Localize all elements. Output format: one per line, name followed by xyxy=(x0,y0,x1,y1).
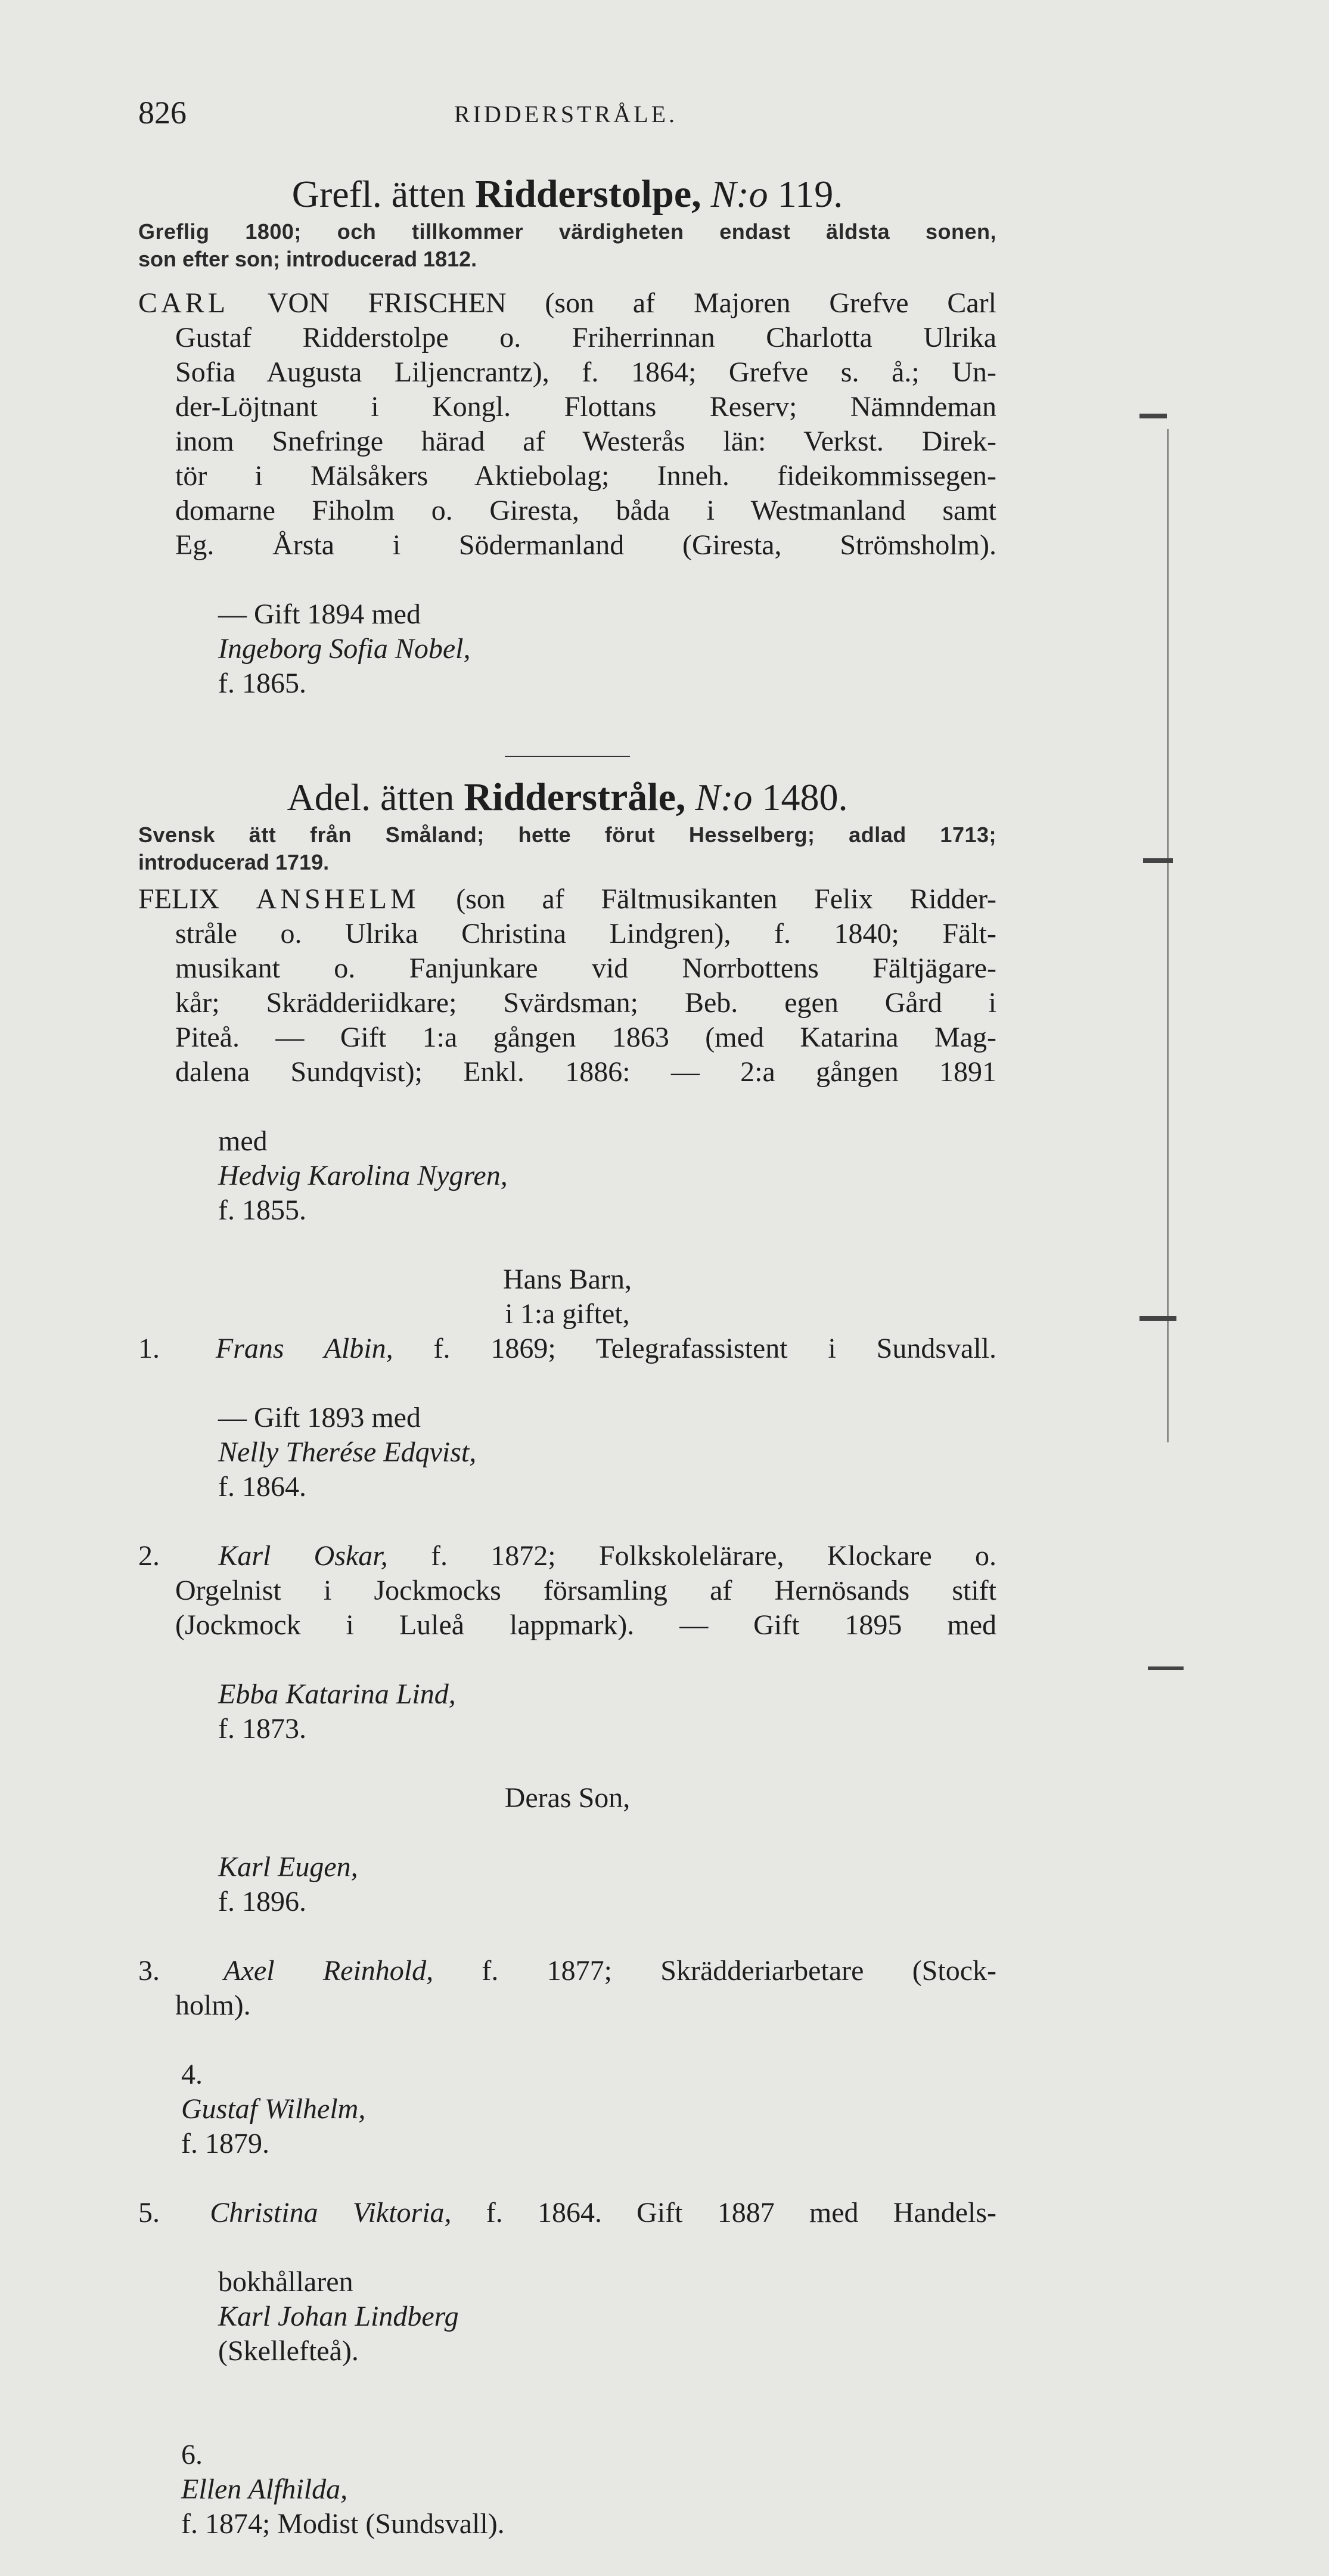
child-body-line xyxy=(138,2230,996,2403)
children-subheading: i 1:a giftet, xyxy=(505,1298,630,1330)
marriage-prefix: med xyxy=(218,1125,268,1157)
child5-prefix: bokhållaren xyxy=(218,2266,353,2298)
body-line: Piteå. — Gift 1:a gången 1863 (med Katarina Mag- xyxy=(175,1022,996,1053)
family-description-line: Greflig 1800; och tillkommer värdigheten endast äldsta sonen, xyxy=(138,219,996,244)
child-name: Karl Oskar, xyxy=(218,1540,388,1572)
child-entry xyxy=(138,2403,996,2576)
body-line: Eg. Årsta i Södermanland (Giresta, Strömsholm). xyxy=(175,529,996,561)
children-heading: Hans Barn, xyxy=(503,1264,632,1295)
person-second-name: ANSHELM xyxy=(256,883,420,915)
body-line: dalena Sundqvist); Enkl. 1886: — 2:a gången 1891 xyxy=(175,1056,996,1088)
child-spouse-line xyxy=(138,1643,996,1781)
marriage-suffix: f. 1865. xyxy=(218,668,306,699)
body-line: tör i Mälsåkers Aktiebolag; Inneh. fideikommissegen- xyxy=(175,460,996,492)
child-entry xyxy=(138,1332,996,1366)
title-prefix: Grefl. ätten xyxy=(291,173,466,215)
margin-mark xyxy=(1139,1316,1176,1321)
page-content xyxy=(138,167,996,2576)
child-text: f. 1864. Gift 1887 med Handels- xyxy=(486,2197,997,2229)
family-number: 119. xyxy=(777,173,843,215)
child-name: Axel Reinhold, xyxy=(223,1955,434,1987)
margin-mark xyxy=(1148,1666,1184,1670)
child-number: 5. xyxy=(138,2197,160,2229)
body-line: der-Löjtnant i Kongl. Flottans Reserv; Nämndeman xyxy=(175,391,996,423)
child-entry xyxy=(138,2023,996,2196)
child-number: 6. xyxy=(181,2439,203,2471)
spouse-name: Ebba Katarina Lind, xyxy=(218,1678,456,1710)
child-body-line: Orgelnist i Jockmocks församling af Hernösands stift xyxy=(175,1575,996,1606)
child-number: 3. xyxy=(138,1955,160,1987)
marriage-line xyxy=(138,1090,996,1262)
body-line: stråle o. Ulrika Christina Lindgren), f. 1840; Fält- xyxy=(175,918,996,949)
body-line: Gustaf Ridderstolpe o. Friherrinnan Charlotta Ulrika xyxy=(175,322,996,353)
family-name: Ridderstråle, xyxy=(464,775,686,819)
child-text: f. 1872; Folkskolelärare, Klockare o. xyxy=(430,1540,997,1572)
body-line: Sofia Augusta Liljencrantz), f. 1864; Grefve s. å.; Un- xyxy=(175,356,996,388)
child-name: Christina Viktoria, xyxy=(210,2197,452,2229)
person-von: VON xyxy=(267,287,330,319)
spouse-name: Hedvig Karolina Nygren, xyxy=(218,1160,508,1191)
person-line xyxy=(138,882,996,917)
family-description-line: Svensk ätt från Småland; hette förut Hesselberg; adlad 1713; xyxy=(138,823,996,847)
body-text: (son af Fältmusikanten Felix Ridder- xyxy=(456,883,996,915)
margin-mark xyxy=(1139,414,1167,418)
marriage-line xyxy=(138,563,996,735)
child-number: 2. xyxy=(138,1540,160,1572)
child-entry xyxy=(138,1539,996,1573)
entry-title-ridderstrale xyxy=(138,774,996,821)
title-prefix: Adel. ätten xyxy=(287,776,455,818)
number-label: N:o xyxy=(695,776,753,818)
grandchild-name: Karl Eugen, xyxy=(218,1851,358,1883)
child-text: f. 1879. xyxy=(181,2128,269,2159)
child-entry xyxy=(138,2196,996,2230)
running-title: RIDDERSTRÅLE. xyxy=(454,101,678,128)
page-header xyxy=(138,94,1002,136)
child-body-line: (Jockmock i Luleå lappmark). — Gift 1895 med xyxy=(175,1609,996,1641)
child-text: f. 1869; Telegrafassistent i Sundsvall. xyxy=(433,1333,997,1364)
family-name: Ridderstolpe, xyxy=(475,172,701,216)
grandchildren-heading: Deras Son, xyxy=(504,1782,631,1814)
body-line: inom Snefringe härad af Westerås län: Verkst. Direk- xyxy=(175,426,996,457)
body-text: (son af Majoren Grefve Carl xyxy=(545,287,996,319)
spouse-name: Nelly Therése Edqvist, xyxy=(218,1436,477,1468)
child-entry xyxy=(138,1954,996,1988)
child-marriage-line xyxy=(138,1366,996,1539)
child-name: Gustaf Wilhelm, xyxy=(181,2093,366,2125)
family-number: 1480. xyxy=(762,776,848,818)
grandchild-suffix: f. 1896. xyxy=(218,1886,306,1917)
marriage-prefix: — Gift 1893 med xyxy=(218,1402,421,1433)
section-divider xyxy=(505,756,630,757)
body-line: kår; Skrädderiidkare; Svärdsman; Beb. egen Gård i xyxy=(175,987,996,1019)
child-name: Ellen Alfhilda, xyxy=(181,2473,348,2505)
child-body-line: holm). xyxy=(175,1990,251,2021)
person-first-name: FELIX xyxy=(138,883,219,915)
child-text: f. 1877; Skrädderiarbetare (Stock- xyxy=(482,1955,996,1987)
spouse-name: Ingeborg Sofia Nobel, xyxy=(218,633,471,665)
grandchild-line xyxy=(138,1815,996,1954)
marriage-suffix: f. 1855. xyxy=(218,1194,306,1226)
page-number: 826 xyxy=(138,95,187,131)
marriage-prefix: — Gift 1894 med xyxy=(218,598,421,630)
spouse-suffix: f. 1873. xyxy=(218,1713,306,1745)
child5-suffix: (Skellefteå). xyxy=(218,2335,359,2367)
number-label: N:o xyxy=(710,173,768,215)
body-line: musikant o. Fanjunkare vid Norrbottens Fältjägare- xyxy=(175,952,996,984)
entry-title-ridderstolpe xyxy=(138,170,996,218)
marriage-suffix: f. 1864. xyxy=(218,1471,306,1503)
person-line xyxy=(138,286,996,321)
child-name: Frans Albin, xyxy=(215,1333,393,1364)
child-text: f. 1874; Modist (Sundsvall). xyxy=(181,2508,505,2540)
spouse-name: Karl Johan Lindberg xyxy=(218,2301,459,2332)
family-description-line: son efter son; introducerad 1812. xyxy=(138,247,477,271)
person-first-name: CARL xyxy=(138,287,229,319)
margin-mark xyxy=(1143,858,1173,863)
child-number: 1. xyxy=(138,1333,160,1364)
child-number: 4. xyxy=(181,2059,203,2090)
person-surname: FRISCHEN xyxy=(368,287,507,319)
body-line: domarne Fiholm o. Giresta, båda i Westmanland samt xyxy=(175,495,996,526)
family-description-line: introducerad 1719. xyxy=(138,850,330,874)
margin-edge-line xyxy=(1167,429,1169,1442)
